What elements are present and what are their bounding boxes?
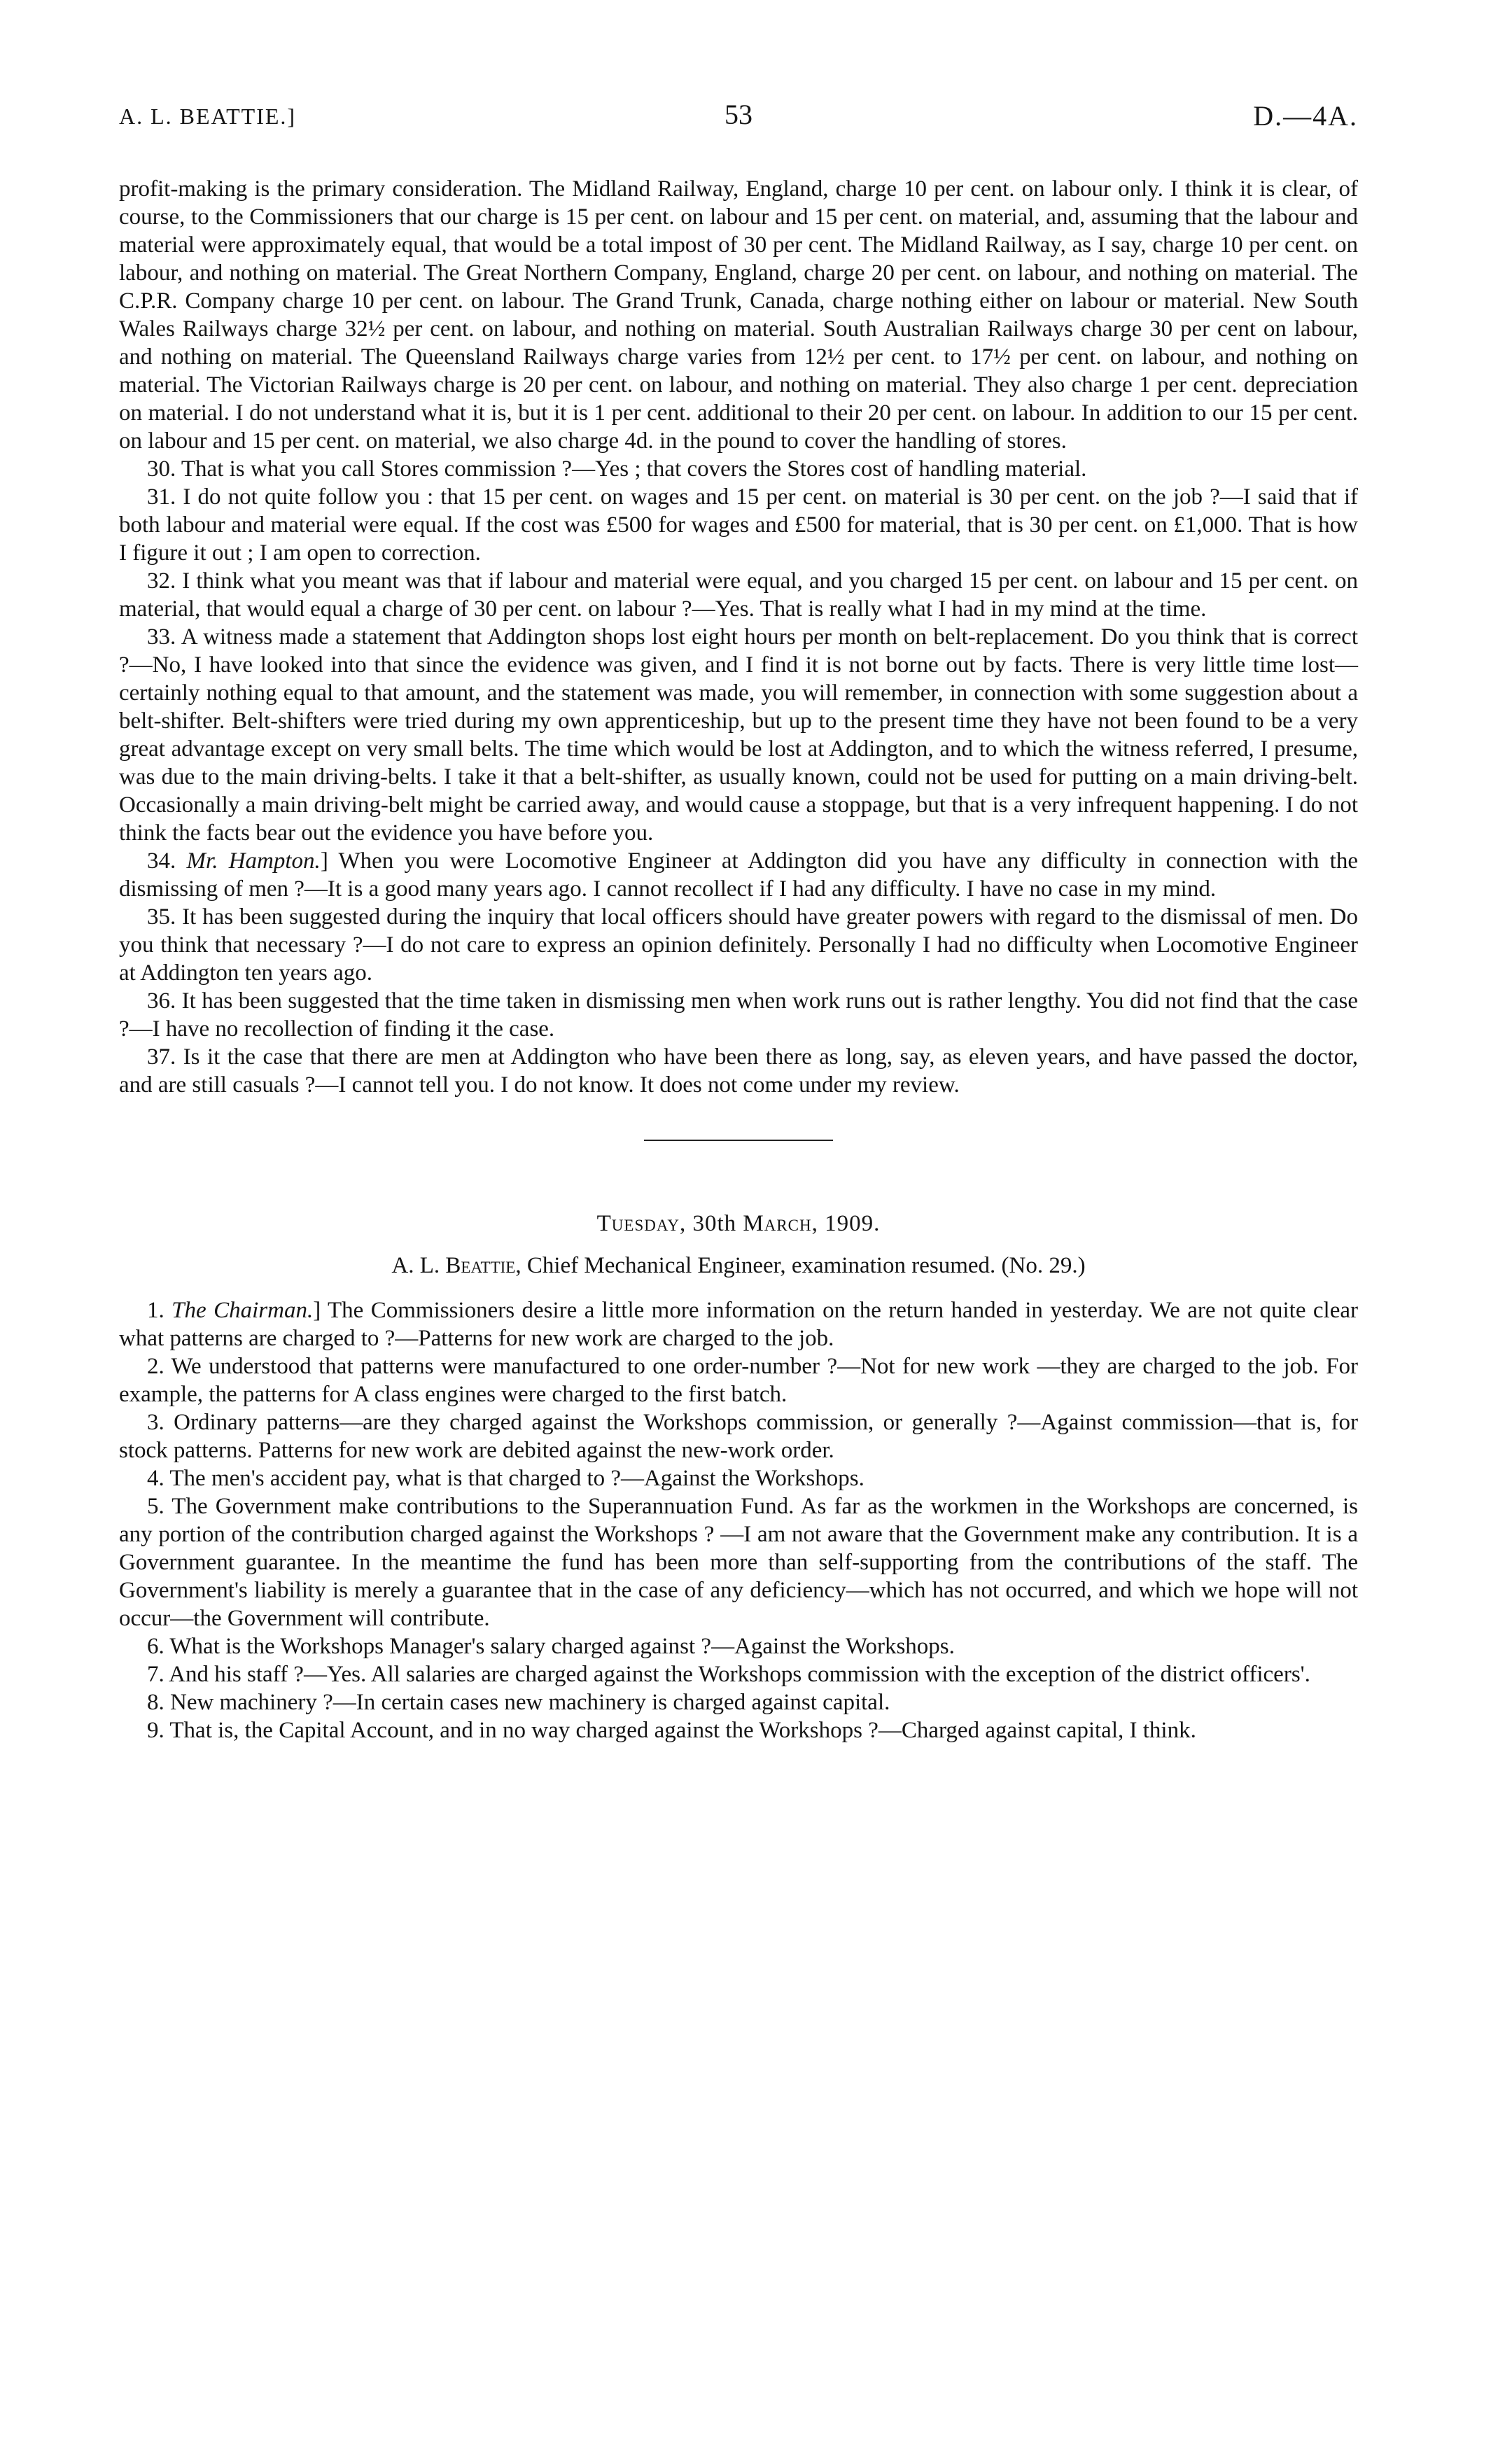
question-6: 6. What is the Workshops Manager's salary charged against ?—Against the Workshops. (147, 1634, 955, 1659)
date-day: Tuesday (596, 1211, 680, 1236)
question-2: 2. We understood that patterns were manufactured to one order-number ?—Not for new work —they are charged to the job. For example, the patterns for A class engines were charged to the first batch. (119, 1354, 1358, 1407)
date-day-number: , 30th (679, 1211, 743, 1236)
witness-name: A. L. Beattie (391, 1253, 516, 1278)
question-33: 33. A witness made a statement that Addington shops lost eight hours per month on belt-replacement. Do you think that is correct ?—No, I have looked into that since the evidence was given, and I find it is not borne out by facts. There is very little time lost—certainly nothing equal to that amount, and the statement was made, you will remember, in connection with some suggestion about a belt-shifter. Belt-shifters were tried during my own apprenticeship, but up to the present time they have not been found to be a very great advantage except on very small belts. The time which would be lost at Addington, and to which the witness referred, I presume, was due to the main driving-belts. I take it that a belt-shifter, as usually known, could not be used for putting on a main driving-belt. Occasionally a main driving-belt might be carried away, and would cause a stoppage, but that is a very infrequent happening. I do not think the facts bear out the evidence you have before you. (119, 624, 1358, 846)
question-35: 35. It has been suggested during the inquiry that local officers should have greater powers with regard to the dismissal of men. Do you think that necessary ?—I do not care to express an opinion definitely. Personally I had no difficulty when Locomotive Engineer at Addington ten years ago. (119, 904, 1358, 986)
evidence-new-session (119, 1296, 1358, 1744)
question-4: 4. The men's accident pay, what is that charged to ?—Against the Workshops. (147, 1466, 864, 1491)
question-9: 9. That is, the Capital Account, and in no way charged against the Workshops ?—Charged against capital, I think. (147, 1718, 1196, 1743)
witness-heading (119, 1252, 1358, 1280)
question-8: 8. New machinery ?—In certain cases new machinery is charged against capital. (147, 1690, 890, 1715)
date-year: , 1909. (811, 1211, 881, 1236)
document-reference: D.—4A. (1253, 100, 1358, 132)
question-37: 37. Is it the case that there are men at Addington who have been there as long, say, as eleven years, and have passed the doctor, and are still casuals ?—I cannot tell you. I do not know. It does not come under my review. (119, 1044, 1358, 1098)
question-30: 30. That is what you call Stores commission ?—Yes ; that covers the Stores cost of handling material. (147, 456, 1087, 482)
evidence-continued (119, 175, 1358, 1099)
page-number: 53 (724, 99, 752, 130)
question-7: 7. And his staff ?—Yes. All salaries are charged against the Workshops commission with the exception of the district officers'. (147, 1662, 1310, 1687)
question-number: 1. (147, 1298, 164, 1323)
section-divider (644, 1140, 833, 1141)
question-1 (119, 1296, 1358, 1352)
speaker-name: The Chairman. (172, 1298, 314, 1323)
speaker-name: Mr. Hampton. (186, 848, 321, 874)
question-number: 34. (147, 848, 176, 874)
question-34 (119, 847, 1358, 903)
question-text: ] The Commissioners desire a little more information on the return handed in yesterday. We are not quite clear what patterns are charged to ?—Patterns for new work are charged to the job. (119, 1298, 1359, 1351)
document-page (119, 98, 1358, 1744)
question-36: 36. It has been suggested that the time taken in dismissing men when work runs out is rather lengthy. You did not find that the case ?—I have no recollection of finding it the case. (119, 988, 1358, 1042)
paragraph-continuation: profit-making is the primary consideration. The Midland Railway, England, charge 10 per cent. on labour only. I think it is clear, of course, to the Commissioners that our charge is 15 per cent. on labour and 15 per cent. on material, and, assuming that the labour and material were approximately equal, that would be a total impost of 30 per cent. The Midland Railway, as I say, charge 10 per cent. on labour, and nothing on material. The Great Northern Company, England, charge 20 per cent. on labour, and nothing on material. The C.P.R. Company charge 10 per cent. on labour. The Grand Trunk, Canada, charge nothing either on labour or material. New South Wales Railways charge 32½ per cent. on labour, and nothing on material. South Australian Railways charge 30 per cent on labour, and nothing on material. The Queensland Railways charge varies from 12½ per cent. to 17½ per cent. on labour, and nothing on material. The Victorian Railways charge is 20 per cent. on labour, and nothing on material. They also charge 1 per cent. depreciation on material. I do not understand what it is, but it is 1 per cent. additional to their 20 per cent. on labour. In addition to our 15 per cent. on labour and 15 per cent. on material, we also charge 4d. in the pound to cover the handling of stores. (119, 176, 1358, 454)
date-heading (119, 1210, 1358, 1238)
question-3: 3. Ordinary patterns—are they charged against the Workshops commission, or generally ?—Against commission—that is, for stock patterns. Patterns for new work are debited against the new-work order. (119, 1410, 1358, 1463)
question-5: 5. The Government make contributions to the Superannuation Fund. As far as the workmen in the Workshops are concerned, is any portion of the contribution charged against the Workshops ? —I am not aware that the Government make any contribution. It is a Government guarantee. In the meantime the fund has been more than self-supporting from the contributions of the staff. The Government's liability is merely a guarantee that in the case of any deficiency—which has not occurred, and which we hope will not occur—the Government will contribute. (119, 1494, 1358, 1631)
question-text: ] When you were Locomotive Engineer at Addington did you have any difficulty in connection with the dismissing of men ?—It is a good many years ago. I cannot recollect if I had any difficulty. I have no case in my mind. (119, 848, 1358, 902)
question-31: 31. I do not quite follow you : that 15 per cent. on wages and 15 per cent. on material is 30 per cent. on the job ?—I said that if both labour and material were equal. If the cost was £500 for wages and £500 for material, that is 30 per cent. on £1,000. That is how I figure it out ; I am open to correction. (119, 484, 1358, 566)
header-witness-name: A. L. BEATTIE.] (119, 104, 297, 129)
running-header (119, 98, 1358, 147)
question-32: 32. I think what you meant was that if labour and material were equal, and you charged 15 per cent. on labour and 15 per cent. on material, that would equal a charge of 30 per cent. on labour ?—Yes. That is really what I had in my mind at the time. (119, 568, 1358, 622)
date-month: March (743, 1211, 812, 1236)
witness-description: , Chief Mechanical Engineer, examination resumed. (No. 29.) (515, 1253, 1086, 1278)
